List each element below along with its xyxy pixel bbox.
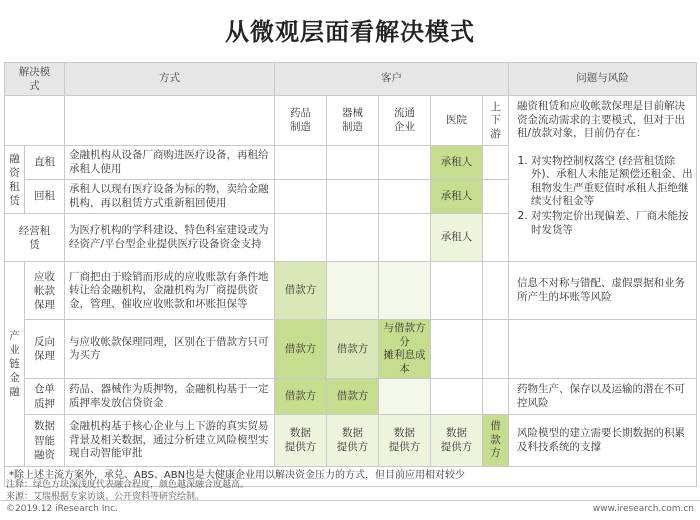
cell-borrower: 借款方 bbox=[327, 320, 379, 379]
group-leasing bbox=[5, 146, 25, 214]
note-legend: 注释：绿色方块深浅度代表融合程度，颜色越深融合度越高。 bbox=[6, 480, 250, 490]
header-risk: 问题与风险 bbox=[509, 63, 697, 96]
cell-borrower-updown bbox=[483, 415, 509, 467]
mode-reverse-label: 反向 保理 bbox=[34, 336, 55, 363]
blank-cell bbox=[483, 379, 509, 415]
cell-borrower-updown-label: 借 款 方 bbox=[490, 420, 501, 460]
method-direct: 金融机构从设备厂商购进医疗设备，再租给承租人使用 bbox=[65, 146, 275, 180]
mode-warehouse-label: 仓单 质押 bbox=[34, 383, 55, 410]
blank-cell bbox=[431, 379, 483, 415]
mode-receivable bbox=[25, 262, 65, 320]
row-reverse bbox=[5, 320, 697, 379]
header-method: 方式 bbox=[65, 63, 275, 96]
risk-item: 1. 对实物控制权落空 (经营租赁除外)、承租人未能足额偿还租金、出租物发生严重贬值时承租人拒绝继续支付租金等 bbox=[531, 155, 693, 209]
cell-data-provider-label: 数据 提供方 bbox=[440, 427, 473, 453]
cell-data-provider bbox=[431, 415, 483, 467]
header-customer: 客户 bbox=[275, 63, 509, 96]
group-industry bbox=[5, 262, 25, 467]
risk-receivable: 信息不对称与错配、虚假票据和业务所产生的坏账等风险 bbox=[509, 262, 697, 320]
blank-cell bbox=[379, 262, 431, 320]
blank-cell bbox=[379, 379, 431, 415]
blank-cell bbox=[327, 146, 379, 180]
customer-label: 流通 企业 bbox=[394, 107, 415, 133]
group-leasing-label: 融 资 租 赁 bbox=[9, 152, 20, 208]
cell-lessee: 承租人 bbox=[431, 146, 483, 180]
blank-cell bbox=[379, 146, 431, 180]
row-data bbox=[5, 415, 697, 467]
customer-row bbox=[5, 96, 697, 146]
method-data: 金融机构基于核心企业与上下游的真实贸易背景及相关数据，通过分析建立风险模型实现自动智能审批 bbox=[65, 415, 275, 467]
customer-label: 医院 bbox=[446, 114, 467, 127]
blank-cell bbox=[483, 320, 509, 379]
header-mode-label: 解决模 式 bbox=[18, 66, 51, 93]
footer-copyright: ©2019.12 iResearch Inc. bbox=[6, 504, 118, 514]
cell-data-provider-label: 数据 提供方 bbox=[336, 427, 369, 453]
mode-reverse bbox=[25, 320, 65, 379]
cell-borrower: 借款方 bbox=[275, 262, 327, 320]
risk-leasing-list bbox=[531, 155, 693, 238]
customer-hospital bbox=[431, 96, 483, 146]
blank-cell bbox=[483, 180, 509, 214]
blank-cell bbox=[379, 214, 431, 262]
mode-receivable-label: 应收 帐款 保理 bbox=[34, 270, 55, 311]
cell-share-interest bbox=[379, 320, 431, 379]
method-operating: 为医疗机构的学科建设、特色科室建设或为经资产/平台型企业提供医疗设备资金支持 bbox=[65, 214, 275, 262]
mode-back: 回租 bbox=[25, 180, 65, 214]
mode-operating-label: 经营租 赁 bbox=[18, 224, 51, 251]
method-back: 承租人以现有医疗设备为标的物，卖给金融机构，再以租赁方式重新租回使用 bbox=[65, 180, 275, 214]
cell-borrower: 借款方 bbox=[327, 379, 379, 415]
row-receivable bbox=[5, 262, 697, 320]
mode-operating bbox=[5, 214, 65, 262]
blank-cell bbox=[275, 180, 327, 214]
footer-url: www.iresearch.com.cn bbox=[592, 504, 694, 514]
mode-data-label: 数据 智能 融资 bbox=[34, 420, 55, 461]
solution-matrix-table bbox=[4, 62, 697, 487]
customer-label: 药品 制造 bbox=[290, 107, 311, 133]
blank-cell bbox=[483, 214, 509, 262]
customer-pharma bbox=[275, 96, 327, 146]
risk-item: 2. 对实物定价出现偏差、厂商未能按时发货等 bbox=[531, 210, 693, 237]
blank-cell bbox=[483, 146, 509, 180]
blank-cell bbox=[275, 146, 327, 180]
footnote: *除上述主流方案外，承兑、ABS、ABN也是大健康企业用以解决资金压力的方式，但目前应用相对较少 bbox=[5, 467, 697, 487]
blank-cell bbox=[327, 262, 379, 320]
cell-share-interest-label: 与借款方分 摊利息成本 bbox=[383, 322, 426, 375]
blank-cell bbox=[509, 320, 697, 379]
customer-label: 上 下 游 bbox=[490, 100, 501, 140]
customer-distribution bbox=[379, 96, 431, 146]
blank-cell bbox=[275, 214, 327, 262]
cell-data-provider bbox=[275, 415, 327, 467]
header-mode bbox=[5, 63, 65, 96]
method-receivable: 厂商把由于赊销而形成的应收账款有条件地转让给金融机构，金融机构为厂商提供资金，管理、催收应收账款和坏账担保等 bbox=[65, 262, 275, 320]
blank-cell bbox=[379, 180, 431, 214]
note-source: 来源：艾瑞根据专家访谈、公开资料等研究绘制。 bbox=[6, 492, 205, 502]
row-warehouse bbox=[5, 379, 697, 415]
blank-cell bbox=[431, 262, 483, 320]
risk-leasing-intro: 融资租赁和应收帐款保理是目前解决资金流动需求的主要模式，但对于出租/放款对象，目前仍存在： bbox=[517, 100, 686, 140]
mode-data bbox=[25, 415, 65, 467]
cell-lessee: 承租人 bbox=[431, 214, 483, 262]
mode-warehouse bbox=[25, 379, 65, 415]
blank-cell bbox=[327, 180, 379, 214]
risk-data: 风险模型的建立需要长期数据的积累及科技系统的支撑 bbox=[509, 415, 697, 467]
cell-data-provider-label: 数据 提供方 bbox=[388, 427, 421, 453]
cell-data-provider bbox=[327, 415, 379, 467]
header-row bbox=[5, 63, 697, 96]
cell-borrower: 借款方 bbox=[275, 379, 327, 415]
risk-warehouse: 药物生产、保存以及运输的潜在不可控风险 bbox=[509, 379, 697, 415]
blank-cell bbox=[327, 214, 379, 262]
page-title: 从微观层面看解决模式 bbox=[225, 18, 475, 46]
blank-cell bbox=[65, 96, 275, 146]
cell-data-provider-label: 数据 提供方 bbox=[284, 427, 317, 453]
footer-divider bbox=[0, 500, 700, 501]
customer-device bbox=[327, 96, 379, 146]
blank-cell bbox=[5, 96, 65, 146]
cell-data-provider bbox=[379, 415, 431, 467]
method-reverse: 与应收帐款保理同理，区别在于借款方只可为买方 bbox=[65, 320, 275, 379]
mode-direct: 直租 bbox=[25, 146, 65, 180]
customer-updown bbox=[483, 96, 509, 146]
cell-lessee: 承租人 bbox=[431, 180, 483, 214]
blank-cell bbox=[431, 320, 483, 379]
customer-label: 器械 制造 bbox=[342, 107, 363, 133]
method-warehouse: 药品、器械作为质押物，金融机构基于一定质押率发放信贷资金 bbox=[65, 379, 275, 415]
blank-cell bbox=[483, 262, 509, 320]
group-industry-label: 产 业 链 金 融 bbox=[9, 329, 20, 399]
cell-borrower: 借款方 bbox=[275, 320, 327, 379]
risk-leasing bbox=[509, 96, 697, 262]
